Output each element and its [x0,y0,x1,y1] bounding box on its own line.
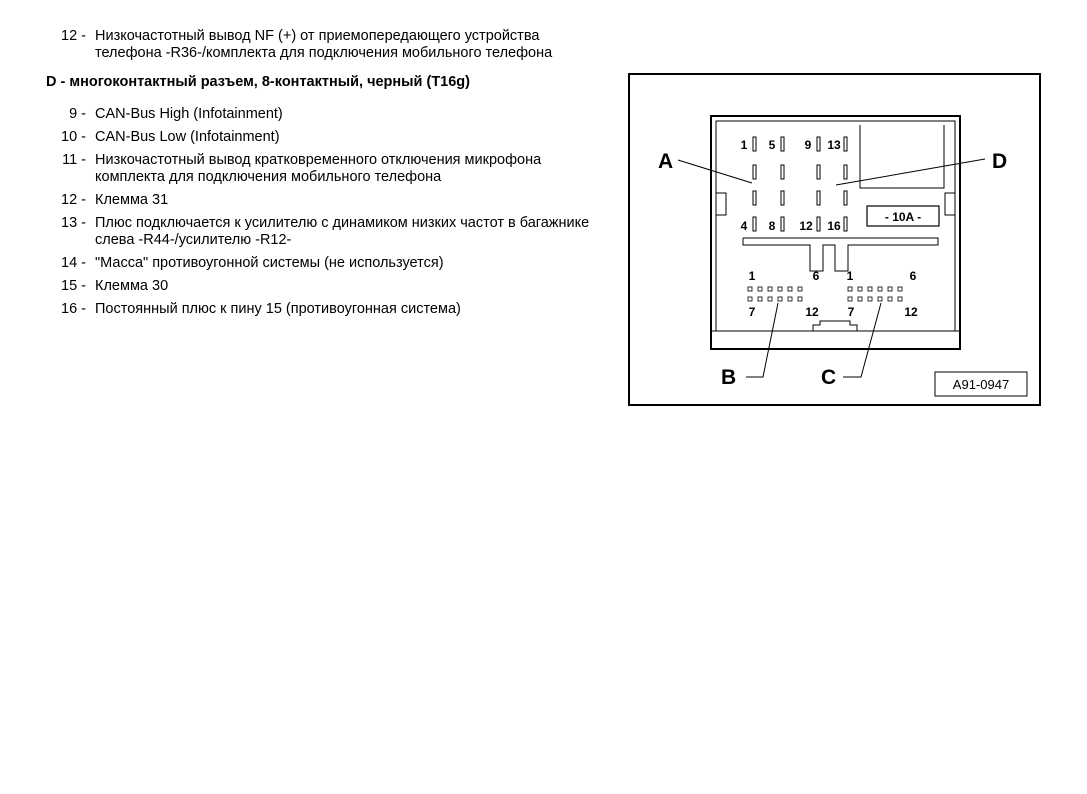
item-text: Низкочастотный вывод NF (+) от приемопередающего устройства [95,28,540,44]
pin-label: 13 [827,138,841,152]
pin-slot [844,165,847,179]
pin-cavity [758,287,762,291]
pin-cavity [878,297,882,301]
pin-slot [781,137,784,151]
item-number: 12 - [61,192,86,208]
item-text-continued: телефона -R36-/комплекта для подключения мобильного телефона [95,45,553,61]
item-number: 16 - [61,301,86,317]
item-text: CAN-Bus Low (Infotainment) [95,129,280,145]
item-text: Клемма 30 [95,278,169,294]
item-number: 12 - [61,28,86,44]
pin-cavity [798,287,802,291]
pin-cavity [888,297,892,301]
fuse-label: - 10A - [884,210,922,224]
pin-slot [817,165,820,179]
pin-cavity [748,297,752,301]
pin-label: 5 [768,138,776,152]
item-number: 15 - [61,278,86,294]
pin-slot [817,137,820,151]
pin-cavity [888,287,892,291]
pin-cavity [868,297,872,301]
figure-id: A91-0947 [952,377,1010,392]
pin-label: 4 [740,219,748,233]
pin-slot [817,191,820,205]
item-number: 9 - [69,106,86,122]
item-number: 10 - [61,129,86,145]
connector-b-pin-label: 1 [748,269,756,283]
pin-slot [753,165,756,179]
pin-cavity [778,287,782,291]
pin-cavity [898,297,902,301]
pin-cavity [798,297,802,301]
connector-c-pin-label: 12 [904,305,918,319]
callout-a: A [658,150,674,173]
pin-slot [753,191,756,205]
item-text: Постоянный плюс к пину 15 (противоугонная система) [95,301,461,317]
connector-b-pin-label: 12 [805,305,819,319]
connector-c-pin-label: 6 [909,269,917,283]
pin-cavity [858,287,862,291]
pin-slot [844,217,847,231]
item-number: 11 - [62,152,86,168]
pin-label: 8 [768,219,776,233]
connector-b-pin-label: 7 [748,305,756,319]
item-text: CAN-Bus High (Infotainment) [95,106,283,122]
item-text: "Масса" противоугонной системы (не используется) [95,255,444,271]
connector-c-pin-label: 1 [846,269,854,283]
pin-cavity [878,287,882,291]
pin-label: 1 [740,138,748,152]
item-text-continued: слева -R44-/усилителю -R12- [95,232,292,248]
pin-slot [753,137,756,151]
item-number: 14 - [61,255,86,271]
pin-label: 12 [799,219,813,233]
pin-cavity [778,297,782,301]
item-number: 13 - [61,215,86,231]
pin-cavity [848,287,852,291]
pin-cavity [858,297,862,301]
callout-b: B [721,366,737,389]
pin-cavity [748,287,752,291]
pin-slot [781,217,784,231]
callout-d: D [992,150,1008,173]
pin-label: 9 [804,138,812,152]
pin-cavity [898,287,902,291]
pin-slot [781,191,784,205]
item-text: Низкочастотный вывод кратковременного отключения микрофона [95,152,542,168]
pin-label: 16 [827,219,841,233]
section-heading: D - многоконтактный разъем, 8-контактный, черный (T16g) [46,74,470,90]
pin-cavity [768,297,772,301]
pin-slot [753,217,756,231]
item-text: Плюс подключается к усилителю с динамиком низких частот в багажнике [95,215,590,231]
pin-cavity [868,287,872,291]
pin-cavity [788,287,792,291]
connector-b-pin-label: 6 [812,269,820,283]
pin-cavity [848,297,852,301]
item-text: Клемма 31 [95,192,169,208]
figure-frame [629,74,1040,405]
pin-cavity [768,287,772,291]
connector-diagram-svg [628,73,1041,406]
connector-diagram [628,73,1041,406]
pin-slot [844,191,847,205]
callout-c: C [821,366,837,389]
item-text-continued: комплекта для подключения мобильного телефона [95,169,442,185]
pin-slot [781,165,784,179]
pin-cavity [788,297,792,301]
pin-cavity [758,297,762,301]
connector-c-pin-label: 7 [847,305,855,319]
pin-slot [844,137,847,151]
pin-slot [817,217,820,231]
